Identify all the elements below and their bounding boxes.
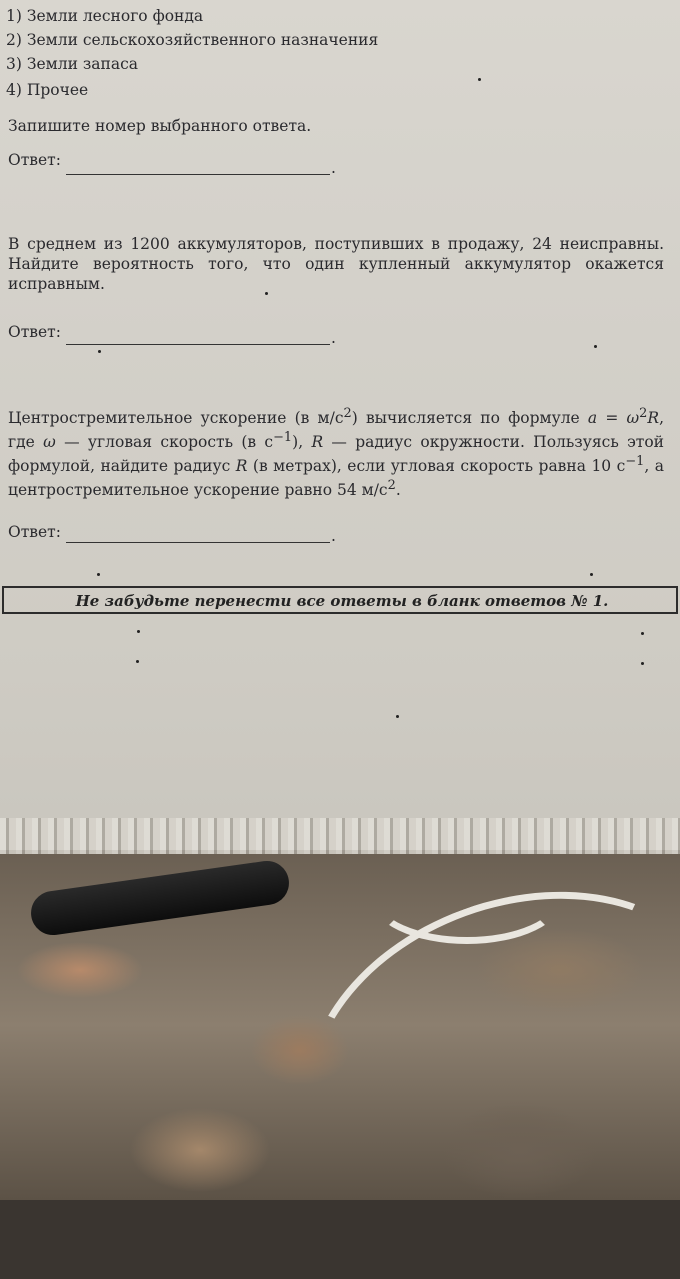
option-2: 2) Земли сельскохозяйственного назначения	[6, 31, 379, 49]
answer-line-1[interactable]	[66, 174, 330, 175]
task-3-part1: Центростремительное ускорение (в м/с	[8, 409, 344, 428]
task-3-sup3: −1	[625, 454, 645, 470]
task-3-part7: (в метрах), если угловая скорость равна 10 с	[247, 457, 626, 476]
formula: a = ω	[587, 409, 640, 428]
speck	[97, 573, 100, 576]
formula-r: R	[647, 409, 660, 428]
option-1: 1) Земли лесного фонда	[6, 7, 204, 25]
reminder-text: Не забудьте перенести все ответы в бланк ответов № 1.	[75, 592, 609, 610]
speck	[478, 78, 481, 81]
task-3-sup1: 2	[343, 406, 352, 421]
task-3-part8: , а центростремительное ускорение равно 54 м/с	[8, 457, 664, 500]
reminder-box	[2, 586, 678, 614]
answer-label-3: Ответ:	[8, 523, 61, 541]
answer-label-1: Ответ:	[8, 151, 61, 169]
radius-symbol-1: R	[311, 433, 324, 452]
paper-torn-edge	[0, 818, 680, 854]
task-3-part3: , где	[8, 409, 664, 452]
option-4: 4) Прочее	[6, 81, 89, 99]
answer-line-2[interactable]	[66, 344, 330, 345]
instruction-text: Запишите номер выбранного ответа.	[8, 117, 312, 135]
option-3: 3) Земли запаса	[6, 55, 139, 73]
speck	[590, 573, 593, 576]
task-3-part5: ),	[292, 433, 312, 452]
white-cable-loop	[370, 850, 564, 944]
speck	[641, 632, 644, 635]
task-3-part2: ) вычисляется по формуле	[351, 409, 588, 428]
speck	[641, 662, 644, 665]
answer-dot-1: .	[331, 159, 336, 177]
task-3-text	[8, 404, 664, 501]
task-2-text: В среднем из 1200 аккумуляторов, поступивших в продажу, 24 неисправны. Найдите вероятность того, что один купленный аккумулятор окажется исправным.	[8, 235, 664, 293]
task-3-part4: — угловая скорость (в с	[55, 433, 274, 452]
speck	[136, 660, 139, 663]
formula-sup: 2	[639, 406, 648, 421]
speck	[396, 715, 399, 718]
task-3-sup2: −1	[273, 430, 293, 446]
omega-symbol: ω	[43, 433, 56, 452]
speck	[137, 630, 140, 633]
radius-symbol-2: R	[235, 457, 248, 476]
answer-label-2: Ответ:	[8, 323, 61, 341]
task-3-part9: .	[395, 481, 401, 500]
speck	[98, 350, 101, 353]
answer-dot-3: .	[331, 527, 336, 545]
speck	[265, 292, 268, 295]
answer-dot-2: .	[331, 329, 336, 347]
task-3-part6: — радиус окружности. Пользуясь этой формулой, найдите радиус	[8, 433, 665, 476]
task-3-sup4: 2	[387, 478, 396, 494]
speck	[594, 345, 597, 348]
answer-line-3[interactable]	[66, 542, 330, 543]
